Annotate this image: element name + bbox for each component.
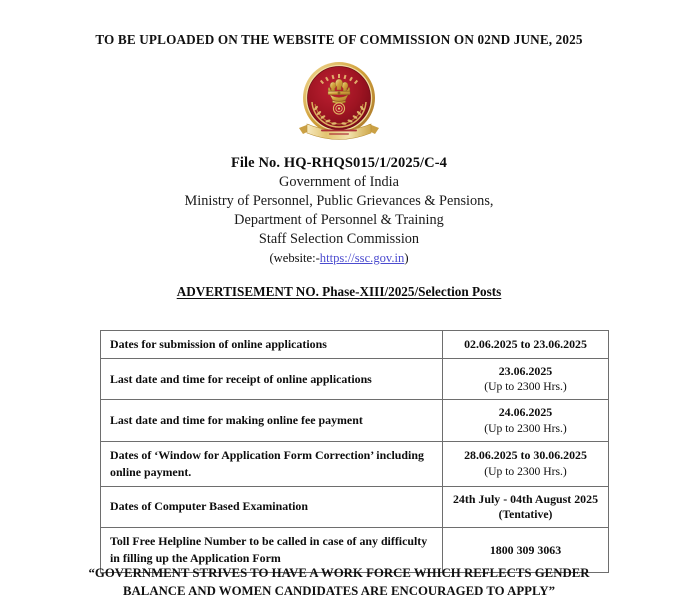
org-line-department: Department of Personnel & Training (234, 211, 444, 228)
advertisement-number (0, 284, 678, 300)
ssc-emblem-icon (291, 58, 387, 150)
website-link[interactable]: https://ssc.gov.in (319, 250, 405, 265)
org-line-government: Government of India (279, 174, 399, 191)
slogan-line-2: BALANCE AND WOMEN CANDIDATES ARE ENCOURAGED TO APPLY” (123, 584, 555, 599)
table-row (101, 358, 609, 399)
website-prefix: (website:- (269, 250, 320, 265)
table-row (101, 441, 609, 486)
helpline-number: 1800 309 3063 (489, 542, 562, 557)
schedule-label: Last date and time for receipt of online applications (110, 371, 372, 386)
table-row (101, 400, 609, 441)
schedule-value-sub: (Up to 2300 Hrs.) (484, 464, 567, 478)
schedule-label: Dates of Computer Based Examination (110, 499, 308, 514)
schedule-value-cell (443, 441, 609, 486)
schedule-label: Dates for submission of online applications (110, 337, 327, 351)
schedule-value (443, 332, 608, 356)
org-line-ministry: Ministry of Personnel, Public Grievances & Pensions, (184, 192, 494, 209)
file-number: File No. HQ-RHQS015/1/2025/C-4 (230, 155, 448, 171)
website-line (0, 250, 678, 267)
schedule-value-main: 28.06.2025 to 30.06.2025 (464, 448, 587, 463)
schedule-value-main: 24th July - 04th August 2025 (452, 491, 599, 506)
schedule-value-main: 23.06.2025 (498, 363, 553, 378)
schedule-value (443, 538, 608, 562)
schedule-label: Toll Free Helpline Number to be called in case of any difficulty in filling up the Application Form (110, 533, 428, 565)
schedule-value-cell (443, 358, 609, 399)
schedule-value-sub: (Up to 2300 Hrs.) (484, 380, 567, 394)
schedule-value (443, 400, 608, 440)
upload-header: TO BE UPLOADED ON THE WEBSITE OF COMMISSION ON 02ND JUNE, 2025 (95, 32, 583, 47)
schedule-label-cell (101, 400, 443, 441)
table-row (101, 331, 609, 359)
schedule-table-body (101, 331, 609, 573)
schedule-value (443, 443, 608, 483)
slogan-line-1: “GOVERNMENT STRIVES TO HAVE A WORK FORCE WHICH REFLECTS GENDER (88, 566, 590, 580)
schedule-label-cell (101, 441, 443, 486)
schedule-table (100, 330, 609, 573)
schedule-label-cell (101, 331, 443, 359)
advertisement-number-text: ADVERTISEMENT NO. Phase-XIII/2025/Selection Posts (176, 284, 502, 299)
organisation-block (0, 154, 678, 266)
schedule-value-sub: (Tentative) (498, 507, 553, 521)
website-suffix: ) (404, 250, 409, 265)
schedule-label-cell (101, 486, 443, 527)
schedule-value-cell (443, 400, 609, 441)
table-row (101, 486, 609, 527)
schedule-value-cell (443, 331, 609, 359)
org-line-commission: Staff Selection Commission (258, 230, 420, 247)
gender-balance-slogan (0, 564, 678, 600)
schedule-label-cell (101, 358, 443, 399)
schedule-value-sub: (Up to 2300 Hrs.) (484, 421, 567, 435)
emblem-container (0, 58, 678, 150)
schedule-label: Dates of ‘Window for Application Form Correction’ including online payment. (110, 447, 424, 479)
schedule-label: Last date and time for making online fee payment (110, 413, 363, 428)
schedule-value (443, 359, 608, 399)
schedule-value (443, 487, 608, 527)
schedule-value-cell (443, 486, 609, 527)
schedule-value-main: 24.06.2025 (498, 405, 553, 420)
schedule-value-main: 02.06.2025 to 23.06.2025 (464, 337, 587, 352)
